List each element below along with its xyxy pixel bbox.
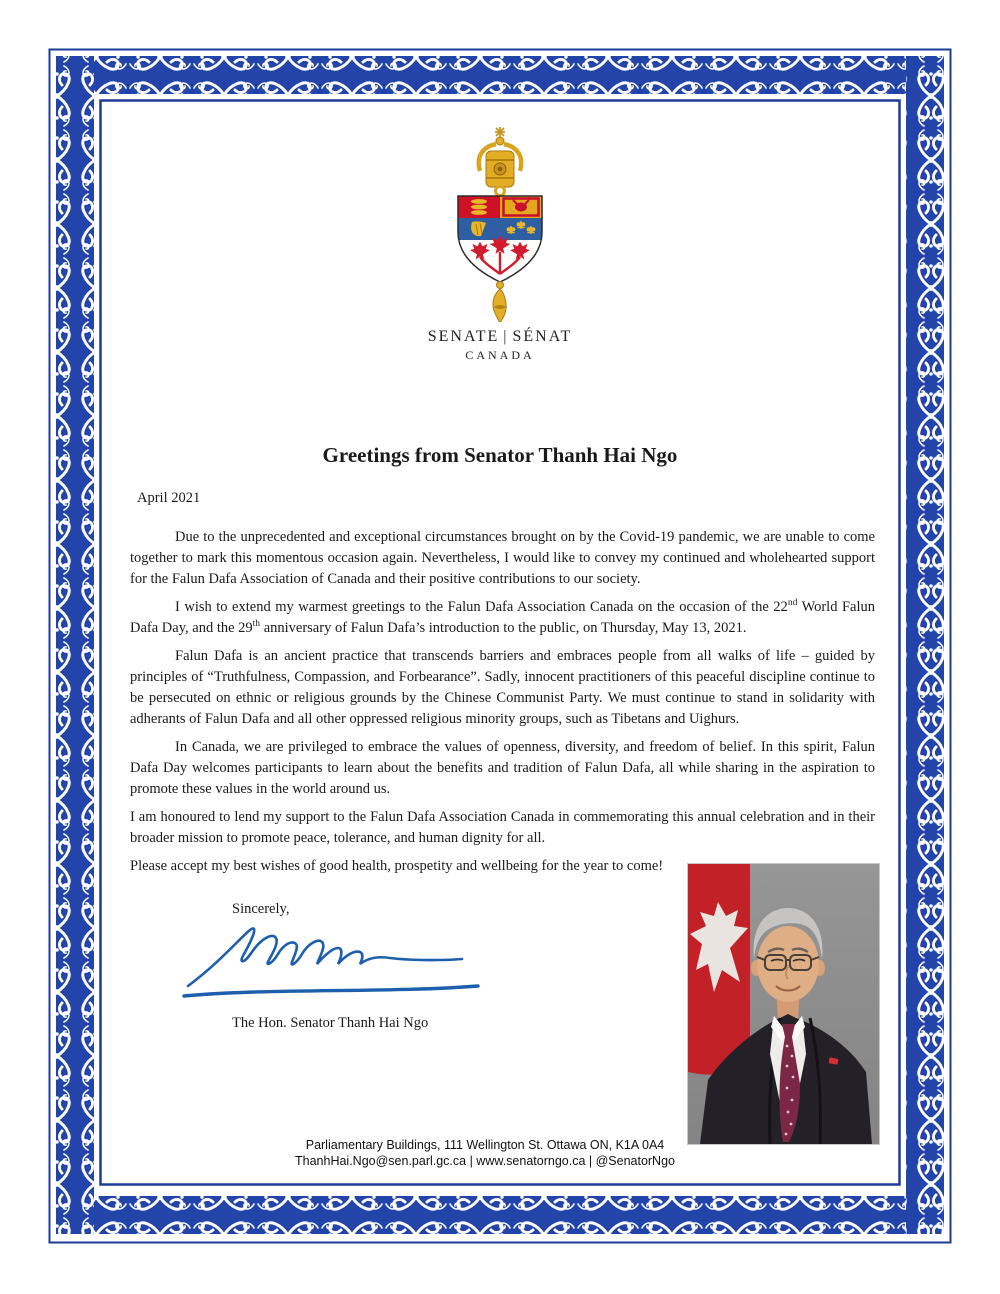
letterhead-wordmark bbox=[350, 328, 650, 346]
signature-image bbox=[180, 920, 485, 1002]
paragraph-2-text: anniversary of Falun Dafa’s introduction to the public, on Thursday, May 13, 2021. bbox=[260, 620, 747, 636]
senator-portrait-image bbox=[688, 864, 879, 1144]
signer-name: The Hon. Senator Thanh Hai Ngo bbox=[232, 1015, 429, 1031]
footer-address: Parliamentary Buildings, 111 Wellington St. Ottawa ON, K1A 0A4 bbox=[305, 1138, 665, 1152]
letterhead-country: CANADA bbox=[465, 348, 535, 362]
letter-footer bbox=[100, 1137, 870, 1169]
paragraph-3: Falun Dafa is an ancient practice that transcends barriers and embraces people from all walks of life – guided by principles of “Truthfulness, Compassion, and Forbearance”. Sadly, innocent practitioners of this peaceful discipline continue to be persecuted on ethnic or religious grounds by the Chinese Communist Party. We must continue to stand in solidarity with adherants of Falun Dafa and all other oppressed religious minority groups, such as Tibetans and Uighurs. bbox=[130, 648, 875, 727]
senator-photo bbox=[687, 863, 880, 1145]
footer-contact: ThanhHai.Ngo@sen.parl.gc.ca | www.senatorngo.ca | @SenatorNgo bbox=[295, 1154, 675, 1168]
senate-crest-icon bbox=[440, 126, 560, 322]
mace-crown bbox=[479, 127, 521, 196]
paragraph-2-text: World Falun Dafa Day, and the 29 bbox=[130, 599, 875, 636]
letter-title: Greetings from Senator Thanh Hai Ngo bbox=[322, 443, 678, 467]
paragraph-2-text: I wish to extend my warmest greetings to the Falun Dafa Association Canada on the occasion of the 22 bbox=[175, 599, 788, 615]
paragraph-2 bbox=[130, 597, 875, 639]
closing-salutation: Sincerely, bbox=[232, 901, 290, 917]
wordmark-separator: | bbox=[503, 328, 509, 345]
ordinal-superscript: th bbox=[252, 619, 261, 630]
paragraph-6: Please accept my best wishes of good health, prospetity and wellbeing for the year to come! bbox=[130, 858, 664, 874]
letter-body bbox=[130, 527, 875, 884]
letter-date: April 2021 bbox=[137, 490, 201, 506]
canada-flag bbox=[688, 864, 750, 1075]
senate-fr: SÉNAT bbox=[512, 328, 573, 345]
ordinal-superscript: nd bbox=[787, 598, 798, 609]
mace-foot bbox=[493, 282, 506, 323]
letterhead bbox=[350, 126, 650, 363]
paragraph-4: In Canada, we are privileged to embrace the values of openness, diversity, and freedom of belief. In this spirit, Falun Dafa Day welcomes participants to learn about the benefits and tradition of Falun Dafa, all while sharing in the aspiration to promote these values in the world around us. bbox=[130, 739, 875, 797]
senate-en: SENATE bbox=[427, 328, 500, 345]
paragraph-1: Due to the unprecedented and exceptional circumstances brought on by the Covid-19 pandemic, we are unable to come together to mark this momentous occasion again. Nevertheless, I would like to convey my continued and wholehearted support for the Falun Dafa Association of Canada and their positive contributions to our society. bbox=[130, 529, 875, 587]
paragraph-5: I am honoured to lend my support to the Falun Dafa Association Canada in commemorating this annual celebration and in their broader mission to promote peace, tolerance, and human dignity for all. bbox=[130, 809, 875, 846]
